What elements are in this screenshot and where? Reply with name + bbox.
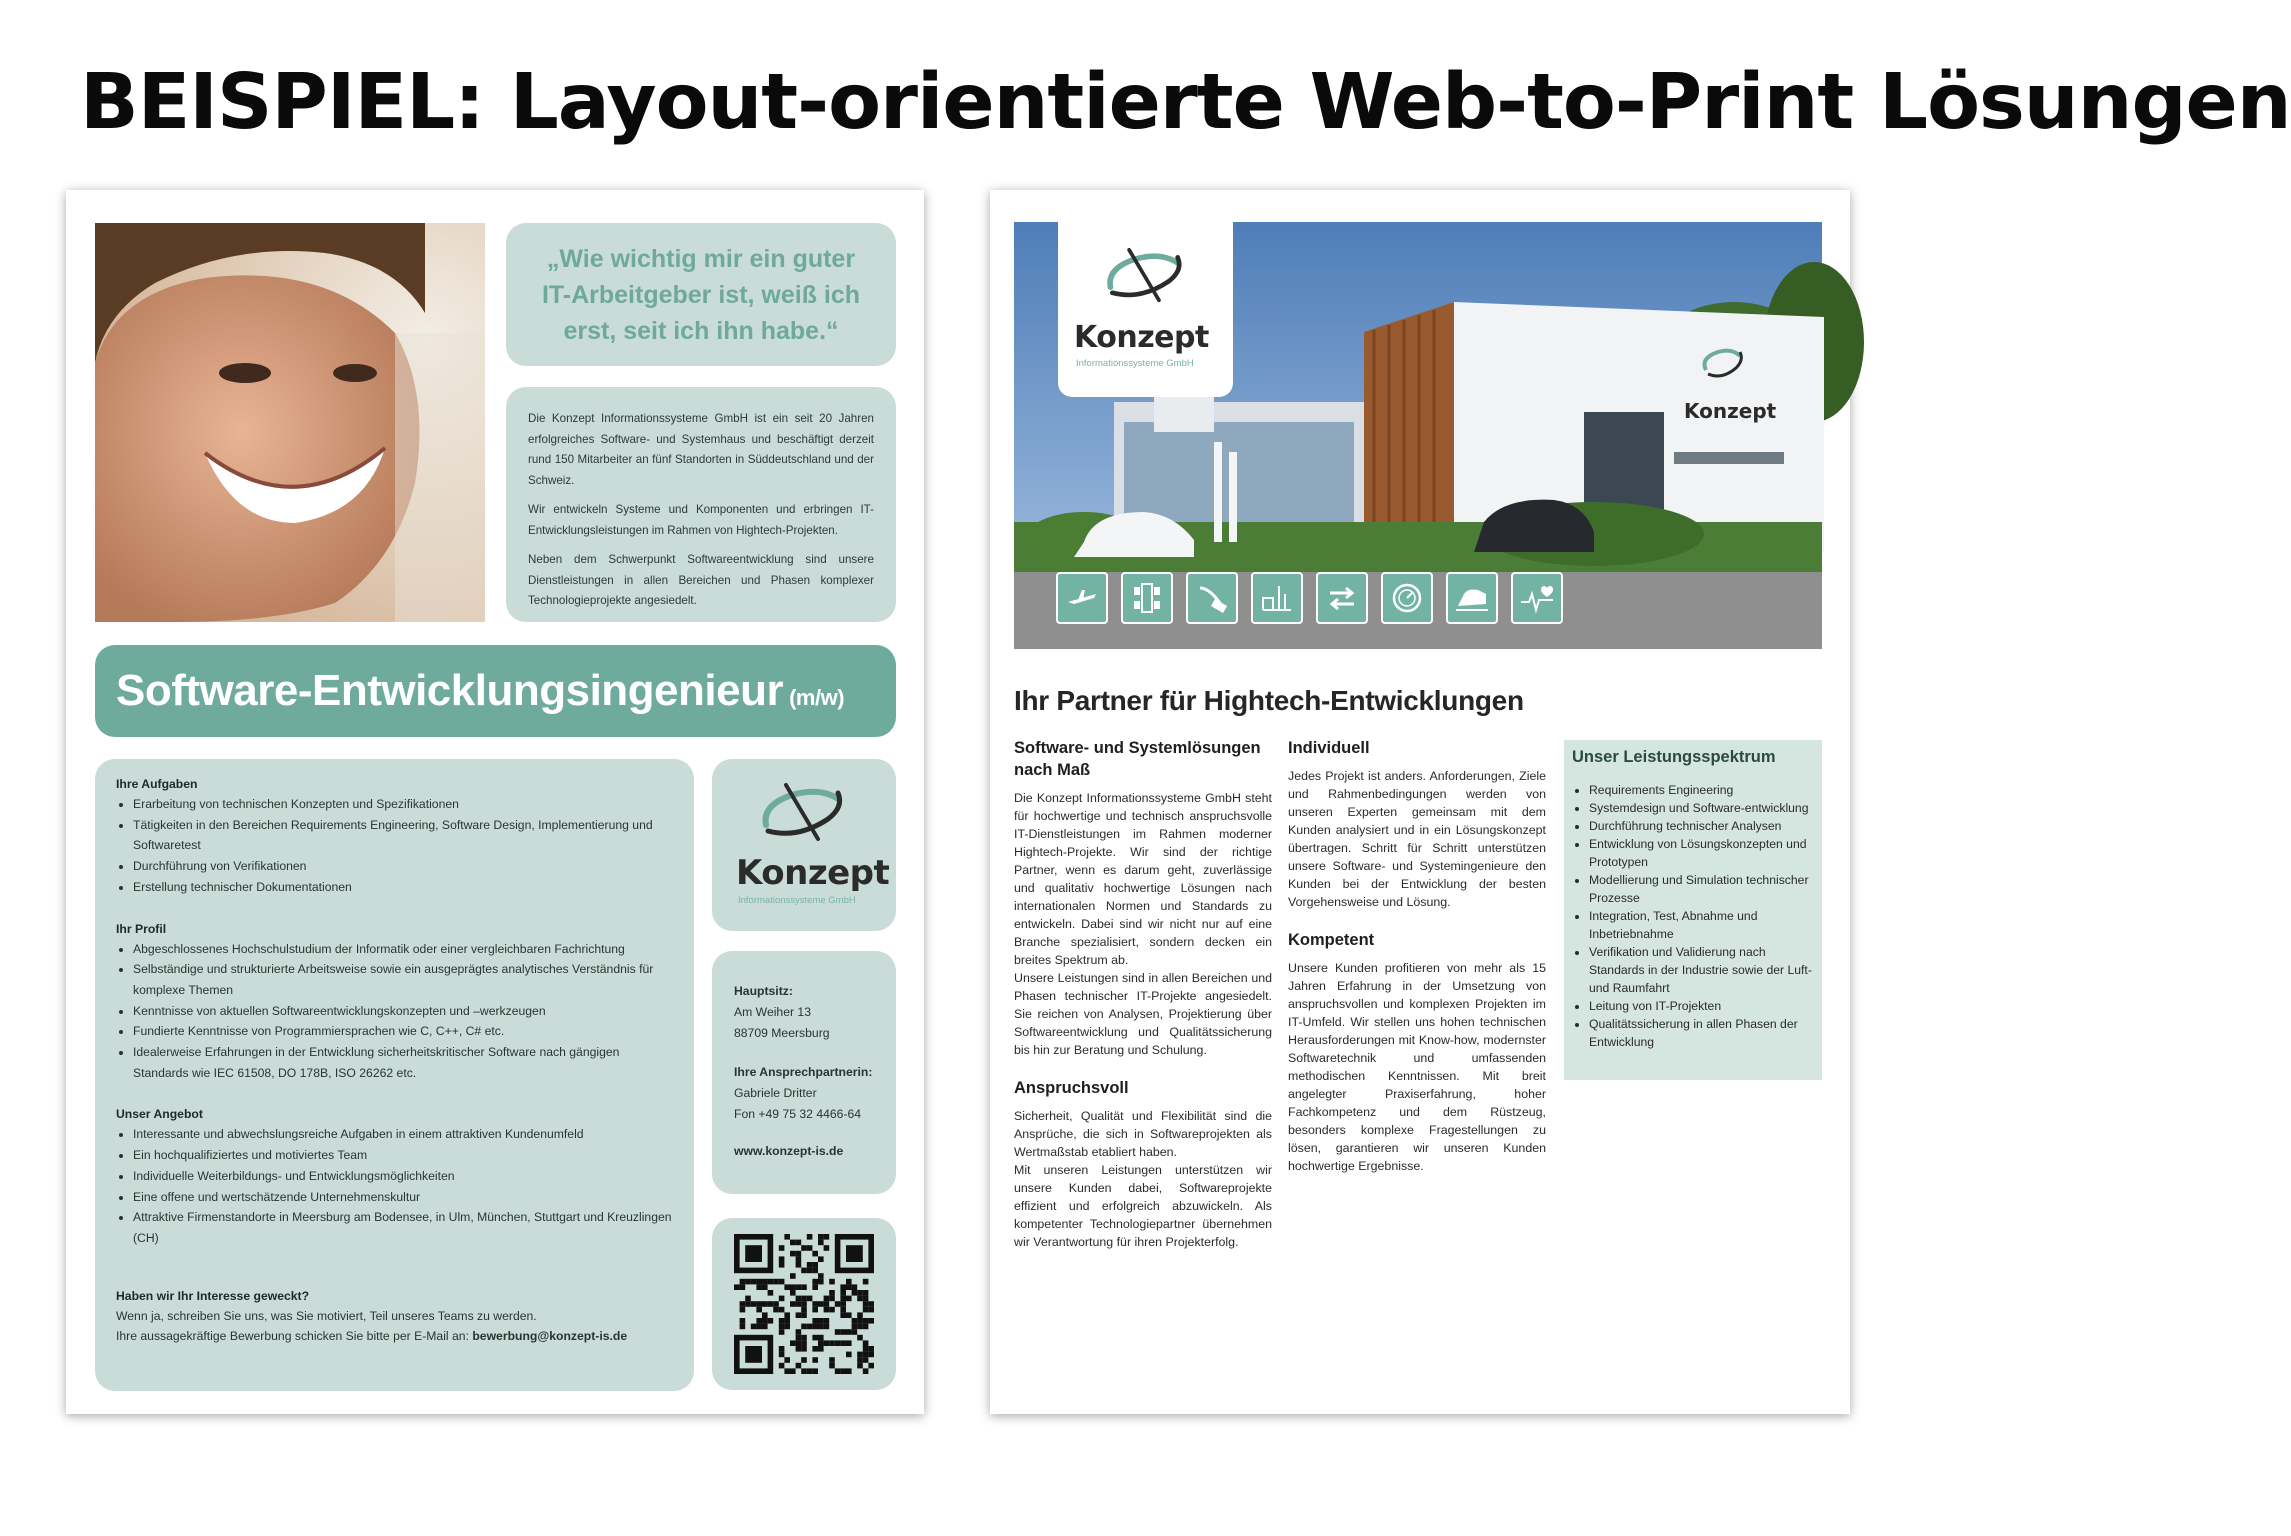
building-photo xyxy=(1014,222,1822,649)
job-title-suffix: (m/w) xyxy=(789,685,845,710)
spektrum-list xyxy=(1572,781,1812,1051)
list-item: • Durchführung technischer Analysen xyxy=(1589,817,1812,835)
list-item: • Attraktive Firmenstandorte in Meersburg am Bodensee, in Ulm, München, Stuttgart und Kreuzlingen (CH) xyxy=(133,1207,673,1248)
list-item: • Kenntnisse von aktuellen Softwareentwicklungskonzepten und –werkzeugen xyxy=(133,1001,673,1022)
closing-heading: Haben wir Ihr Interesse geweckt? xyxy=(116,1288,310,1303)
qr-code-icon[interactable] xyxy=(734,1234,874,1374)
list-item: • Interessante und abwechslungsreiche Aufgaben in einem attraktiven Kundenumfeld xyxy=(133,1124,673,1145)
brochure-logo-card xyxy=(1058,222,1233,397)
spacer xyxy=(734,1125,874,1141)
column-paragraph: Die Konzept Informationssysteme GmbH steht für hochwertige und technisch anspruchsvolle IT-Dienstleistungen im Rahmen moderner Hightech-Projekte. Wir sind der richtige Partner, wenn es darum geht, zuverlässige und qualitativ hochwertige Lösungen nach internationalen Normen und Standards zu entwickeln. Dabei sind wir nicht nur auf eine Branche spezialisiert, sondern decken ein breites Spektrum ab. xyxy=(1014,791,1272,967)
list-item: • Verifikation und Validierung nach Standards in der Industrie sowie der Luft- und Raumfahrt xyxy=(1589,943,1812,997)
spacer xyxy=(734,1044,874,1062)
job-ad-page xyxy=(66,190,924,1414)
closing-line: Wenn ja, schreiben Sie uns, was Sie motiviert, Teil unseres Teams zu werden. xyxy=(116,1308,537,1323)
intro-box xyxy=(506,387,896,622)
list-item: • Systemdesign und Software-entwicklung xyxy=(1589,799,1812,817)
train-icon xyxy=(1446,572,1498,624)
satellite-icon xyxy=(1186,572,1238,624)
list-item: • Eine offene und wertschätzende Unternehmenskultur xyxy=(133,1187,673,1208)
quote-box xyxy=(506,223,896,366)
portrait-illustration xyxy=(95,223,485,622)
logo-wordmark: Konzept xyxy=(736,853,890,893)
list-item: • Tätigkeiten in den Bereichen Requirements Engineering, Software Design, Implementierung und Softwaretest xyxy=(133,815,673,856)
partner-phone: Fon +49 75 32 4466-64 xyxy=(734,1107,862,1121)
profil-list xyxy=(116,939,673,1084)
column-paragraph: Unsere Leistungen sind in allen Bereichen und Phasen technischer IT-Projekte angesiedelt. Sie reichen von Analysen, Projektierung über Softwareentwicklung und Qualitätssicherung bis hin zur Beratung und Schulung. xyxy=(1014,971,1272,1057)
logo-subtitle: Informationssysteme GmbH xyxy=(1076,358,1194,369)
chassis-icon xyxy=(1121,572,1173,624)
job-details-box xyxy=(95,759,694,1391)
intro-paragraph: Wir entwickeln Systeme und Komponenten und erbringen IT-Entwicklungsleistungen im Rahmen von Hightech-Projekten. xyxy=(528,503,874,537)
factory-icon xyxy=(1251,572,1303,624)
konzept-logo-icon xyxy=(758,781,848,845)
konzept-logo-icon xyxy=(1103,246,1187,306)
intro-paragraph: Neben dem Schwerpunkt Softwareentwicklung sind unsere Dienstleistungen in allen Bereichen und Phasen komplexer Technologieprojekte angesiedelt. xyxy=(528,553,874,607)
contact-box xyxy=(712,951,896,1194)
spektrum-heading: Unser Leistungsspektrum xyxy=(1572,748,1776,766)
hq-city: 88709 Meersburg xyxy=(734,1026,830,1040)
brochure-column-2 xyxy=(1288,737,1546,1175)
column-paragraph: Mit unseren Leistungen unterstützen wir unsere Kunden dabei, Softwareprojekte effizient und erfolgreich abzuwickeln. Als kompetenter Technologiepartner übernehmen wir Verantwortung für ihren Projekterfolg. xyxy=(1014,1163,1272,1249)
application-email[interactable]: bewerbung@konzept-is.de xyxy=(472,1329,628,1344)
column-paragraph: Jedes Projekt ist anders. Anforderungen, Ziele und Rahmenbedingungen werden von unseren Experten gemeinsam mit dem Kunden analysiert und in ein Lösungskonzept übertragen. Schritt für Schritt unterstützen unsere Software- und Systemingenieure den Kunden bei der Entwicklung der besten Vorgehensweise und Lösung. xyxy=(1288,769,1546,909)
list-item: • Qualitätssicherung in allen Phasen der Entwicklung xyxy=(1589,1015,1812,1051)
partner-label: Ihre Ansprechpartnerin: xyxy=(734,1065,873,1079)
company-logo-box xyxy=(712,759,896,931)
list-item: • Fundierte Kenntnisse von Programmiersprachen wie C, C++, C# etc. xyxy=(133,1021,673,1042)
list-item: • Leitung von IT-Projekten xyxy=(1589,997,1812,1015)
logo-subtitle: Informationssysteme GmbH xyxy=(738,895,856,906)
brochure-page xyxy=(990,190,1850,1414)
job-title xyxy=(116,666,844,716)
logo-wordmark: Konzept xyxy=(1074,320,1209,355)
job-title-text: Software-Entwicklungsingenieur xyxy=(116,666,784,715)
column-paragraph: Sicherheit, Qualität und Flexibilität sind die Ansprüche, die sich in Softwareprojekten als Wertmaßstab etabliert haben. xyxy=(1014,1109,1272,1159)
list-item: • Idealerweise Erfahrungen in der Entwicklung sicherheitskritischer Software nach gängigen Standards wie IEC 61508, DO 178B, ISO 26262 etc. xyxy=(133,1042,673,1083)
list-item: • Entwicklung von Lösungskonzepten und Prototypen xyxy=(1589,835,1812,871)
aufgaben-heading: Ihre Aufgaben xyxy=(116,777,198,791)
list-item: • Modellierung und Simulation technischer Prozesse xyxy=(1589,871,1812,907)
column-heading: Software- und Systemlösungen nach Maß xyxy=(1014,739,1261,779)
gauge-icon xyxy=(1381,572,1433,624)
column-heading: Kompetent xyxy=(1288,931,1375,949)
leistungsspektrum-box xyxy=(1564,740,1822,1080)
list-item: • Integration, Test, Abnahme und Inbetriebnahme xyxy=(1589,907,1812,943)
list-item: • Erarbeitung von technischen Konzepten und Spezifikationen xyxy=(133,794,673,815)
list-item: • Requirements Engineering xyxy=(1589,781,1812,799)
slide-title: BEISPIEL: Layout-orientierte Web-to-Print Lösungen xyxy=(80,58,2291,147)
angebot-heading: Unser Angebot xyxy=(116,1107,203,1122)
transfer-arrows-icon xyxy=(1316,572,1368,624)
list-item: • Abgeschlossenes Hochschulstudium der Informatik oder einer vergleichbaren Fachrichtung xyxy=(133,939,673,960)
column-heading: Individuell xyxy=(1288,739,1370,757)
closing-block xyxy=(116,1289,673,1347)
column-heading: Anspruchsvoll xyxy=(1014,1079,1129,1097)
qr-code-box xyxy=(712,1218,896,1390)
spacer xyxy=(1014,1059,1272,1077)
list-item: • Ein hochqualifiziertes und motiviertes Team xyxy=(133,1145,673,1166)
closing-line xyxy=(116,1326,673,1347)
profil-heading: Ihr Profil xyxy=(116,921,167,936)
quote-text: „Wie wichtig mir ein guter IT-Arbeitgeber ist, weiß ich erst, seit ich ihn habe.“ xyxy=(541,244,861,345)
aufgaben-list xyxy=(116,794,673,898)
list-item: • Individuelle Weiterbildungs- und Entwicklungsmöglichkeiten xyxy=(133,1166,673,1187)
website-link[interactable]: www.konzept-is.de xyxy=(734,1144,844,1158)
list-item: • Durchführung von Verifikationen xyxy=(133,856,673,877)
building-sign: Konzept xyxy=(1684,399,1777,423)
list-item: • Selbständige und strukturierte Arbeitsweise sowie ein ausgeprägtes analytisches Verständnis für komplexe Themen xyxy=(133,959,673,1000)
job-title-bar xyxy=(95,645,896,737)
portrait-photo xyxy=(95,223,485,622)
brochure-title: Ihr Partner für Hightech-Entwicklungen xyxy=(1014,685,1524,716)
list-item: • Erstellung technischer Dokumentationen xyxy=(133,877,673,898)
angebot-list xyxy=(116,1124,673,1248)
closing-line-text: Ihre aussagekräftige Bewerbung schicken Sie bitte per E-Mail an: xyxy=(116,1329,469,1344)
airplane-icon xyxy=(1056,572,1108,624)
column-paragraph: Unsere Kunden profitieren von mehr als 15 Jahren Erfahrung in der Umsetzung von anspruchsvollen und komplexen Projekten im IT-Umfeld. Wir stellen uns hohen technischen Herausforderungen mit Know-how, modernster Softwaretechnik und umfassenden methodischen Kenntnissen. Mit breit angelegter Praxiserfahrung, hoher Fachkompetenz und dem Rüstzeug, besonders komplexe Fragestellungen zu lösen, garantieren wir unseren Kunden hochwertige Ergebnisse. xyxy=(1288,961,1546,1173)
hq-label: Hauptsitz: xyxy=(734,984,793,998)
partner-name: Gabriele Dritter xyxy=(734,1086,817,1100)
brochure-column-1 xyxy=(1014,737,1272,1251)
intro-paragraph: Die Konzept Informationssysteme GmbH ist ein seit 20 Jahren erfolgreiches Software- und Systemhaus und beschäftigt derzeit rund 150 Mitarbeiter an fünf Standorten in Süddeutschland und der Schweiz. xyxy=(528,412,874,487)
hq-street: Am Weiher 13 xyxy=(734,1005,811,1019)
heartbeat-icon xyxy=(1511,572,1563,624)
spacer xyxy=(1288,911,1546,929)
